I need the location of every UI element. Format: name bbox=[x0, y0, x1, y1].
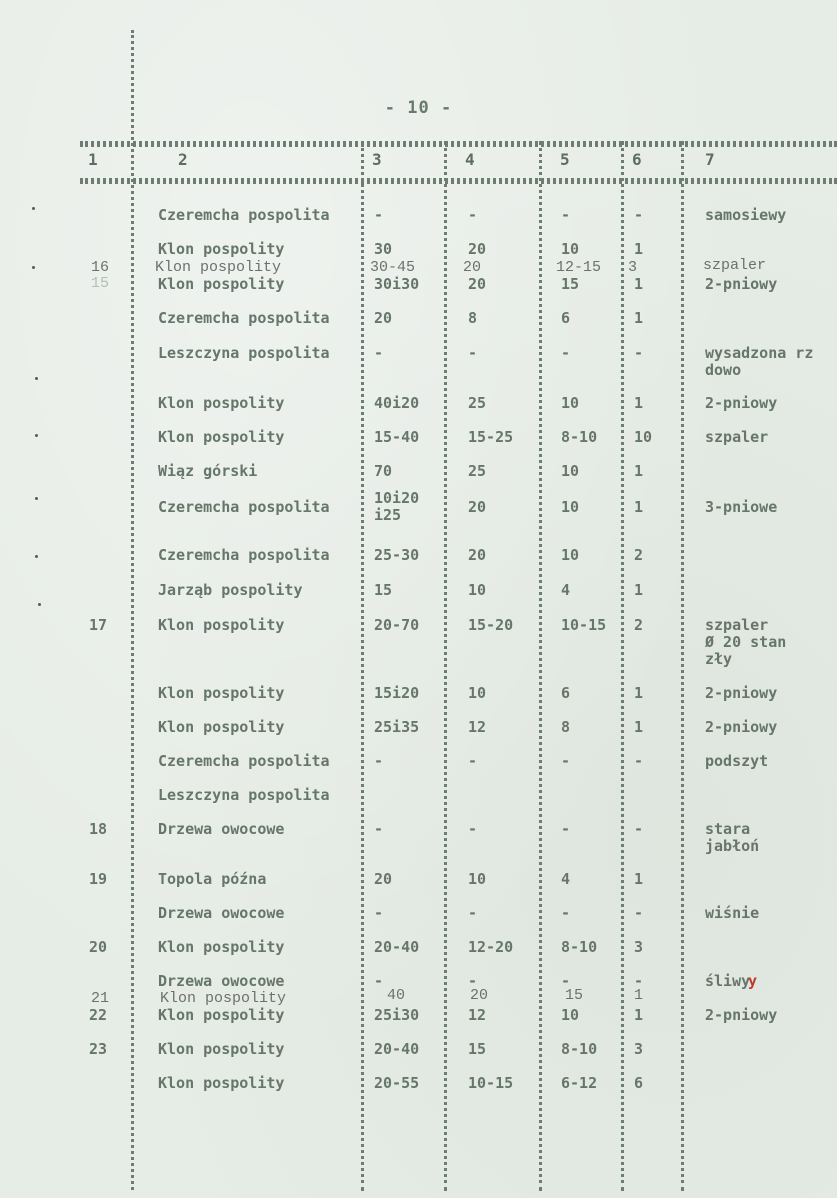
cell-col-3: - bbox=[374, 904, 384, 922]
overlay-c5-16: 12-15 bbox=[556, 259, 602, 276]
cell-col-7: podszyt bbox=[705, 752, 769, 770]
cell-col-7: szpaler Ø 20 stan zły bbox=[705, 616, 787, 668]
cell-col-5: - bbox=[561, 344, 571, 362]
header-col-1: 1 bbox=[88, 150, 98, 169]
red-correction-mark: y bbox=[748, 972, 758, 990]
margin-dot bbox=[35, 497, 38, 500]
column-divider-1 bbox=[131, 30, 134, 1190]
cell-col-5: - bbox=[561, 206, 571, 224]
cell-col-7: szpaler bbox=[705, 428, 769, 446]
cell-col-6: 1 bbox=[634, 309, 644, 327]
header-col-4: 4 bbox=[465, 150, 475, 169]
overlay-c7-16: szpaler bbox=[703, 257, 767, 274]
cell-col-5: - bbox=[561, 752, 571, 770]
cell-col-2: Czeremcha pospolita bbox=[158, 498, 330, 516]
cell-col-2: Klon pospolity bbox=[158, 1074, 285, 1092]
cell-col-6: 1 bbox=[634, 275, 644, 293]
margin-dot bbox=[32, 266, 35, 269]
margin-dot bbox=[32, 207, 35, 210]
margin-dot bbox=[35, 377, 38, 380]
cell-col-2: Topola późna bbox=[158, 870, 267, 888]
cell-col-7: 3-pniowe bbox=[705, 498, 778, 516]
cell-col-6: 1 bbox=[634, 718, 644, 736]
cell-col-4: 8 bbox=[468, 309, 478, 327]
cell-col-5: 8-10 bbox=[561, 428, 598, 446]
cell-col-7: 2-pniowy bbox=[705, 1006, 778, 1024]
cell-col-6: - bbox=[634, 904, 644, 922]
header-col-5: 5 bbox=[560, 150, 570, 169]
cell-col-4: 12 bbox=[468, 1006, 487, 1024]
cell-col-4: 25 bbox=[468, 462, 487, 480]
cell-col-4: 20 bbox=[468, 546, 487, 564]
cell-col-4: 15-20 bbox=[468, 616, 514, 634]
cell-col-3: 20 bbox=[374, 309, 393, 327]
cell-col-1: 18 bbox=[89, 820, 108, 838]
cell-col-3: 25i30 bbox=[374, 1006, 420, 1024]
cell-col-2: Klon pospolity bbox=[158, 684, 285, 702]
cell-col-2: Klon pospolity bbox=[158, 275, 285, 293]
cell-col-4: 15-25 bbox=[468, 428, 514, 446]
cell-col-5: 8-10 bbox=[561, 938, 598, 956]
cell-col-2: Leszczyna pospolita bbox=[158, 344, 330, 362]
overlay-c5-21: 15 bbox=[565, 987, 584, 1004]
cell-col-5: 10 bbox=[561, 394, 580, 412]
cell-col-4: 12-20 bbox=[468, 938, 514, 956]
cell-col-4: 10 bbox=[468, 870, 487, 888]
cell-col-3: 30i30 bbox=[374, 275, 420, 293]
cell-col-3: 70 bbox=[374, 462, 393, 480]
cell-col-2: Drzewa owocowe bbox=[158, 820, 285, 838]
cell-col-4: 20 bbox=[468, 498, 487, 516]
overlay-c4-16: 20 bbox=[463, 259, 482, 276]
cell-col-3: 30 bbox=[374, 240, 393, 258]
cell-col-4: 15 bbox=[468, 1040, 487, 1058]
cell-col-6: 6 bbox=[634, 1074, 644, 1092]
cell-col-2: Leszczyna pospolita bbox=[158, 786, 330, 804]
cell-col-2: Klon pospolity bbox=[158, 428, 285, 446]
cell-col-4: 10-15 bbox=[468, 1074, 514, 1092]
cell-col-1: 20 bbox=[89, 938, 108, 956]
cell-col-2: Drzewa owocowe bbox=[158, 904, 285, 922]
cell-col-6: 1 bbox=[634, 498, 644, 516]
cell-col-7: śliwy bbox=[705, 972, 751, 990]
cell-col-6: 10 bbox=[634, 428, 653, 446]
cell-col-2: Klon pospolity bbox=[158, 616, 285, 634]
cell-col-5: - bbox=[561, 820, 571, 838]
page-number: - 10 - bbox=[384, 98, 453, 118]
cell-col-1: 19 bbox=[89, 870, 108, 888]
cell-col-3: 15-40 bbox=[374, 428, 420, 446]
cell-col-5: 8-10 bbox=[561, 1040, 598, 1058]
column-divider-5 bbox=[621, 141, 624, 1191]
cell-col-6: 1 bbox=[634, 240, 644, 258]
cell-col-7: 2-pniowy bbox=[705, 394, 778, 412]
cell-col-6: 1 bbox=[634, 684, 644, 702]
cell-col-3: 20 bbox=[374, 870, 393, 888]
cell-col-4: - bbox=[468, 820, 478, 838]
overlay-c6-21: 1 bbox=[634, 987, 644, 1004]
cell-col-1: 23 bbox=[89, 1040, 108, 1058]
cell-col-5: 6 bbox=[561, 684, 571, 702]
cell-col-5: 10 bbox=[561, 498, 580, 516]
cell-col-4: - bbox=[468, 344, 478, 362]
cell-col-4: 10 bbox=[468, 684, 487, 702]
cell-col-4: 25 bbox=[468, 394, 487, 412]
cell-col-4: - bbox=[468, 972, 478, 990]
cell-col-5: - bbox=[561, 972, 571, 990]
overlay-lp-16: 16 bbox=[91, 259, 110, 276]
cell-col-4: 12 bbox=[468, 718, 487, 736]
cell-col-3: 10i20 i25 bbox=[374, 489, 420, 524]
cell-col-5: 4 bbox=[561, 870, 571, 888]
cell-col-3: 15i20 bbox=[374, 684, 420, 702]
cell-col-3: 20-70 bbox=[374, 616, 420, 634]
cell-col-6: - bbox=[634, 752, 644, 770]
cell-col-4: 10 bbox=[468, 581, 487, 599]
cell-col-5: 6-12 bbox=[561, 1074, 598, 1092]
cell-col-2: Klon pospolity bbox=[158, 1040, 285, 1058]
margin-dot bbox=[35, 434, 38, 437]
header-col-7: 7 bbox=[705, 150, 715, 169]
cell-col-5: 6 bbox=[561, 309, 571, 327]
cell-col-6: - bbox=[634, 820, 644, 838]
cell-col-6: 1 bbox=[634, 1006, 644, 1024]
cell-col-2: Czeremcha pospolita bbox=[158, 206, 330, 224]
cell-col-3: 20-55 bbox=[374, 1074, 420, 1092]
table-header-rule-2 bbox=[80, 181, 837, 184]
overlay-c3-16: 30-45 bbox=[370, 259, 416, 276]
cell-col-5: 10 bbox=[561, 240, 580, 258]
cell-col-2: Czeremcha pospolita bbox=[158, 309, 330, 327]
ghost-number: 15 bbox=[91, 275, 110, 292]
column-divider-4 bbox=[539, 141, 542, 1191]
cell-col-4: - bbox=[468, 752, 478, 770]
cell-col-1: 17 bbox=[89, 616, 108, 634]
cell-col-7: 2-pniowy bbox=[705, 275, 778, 293]
cell-col-6: 1 bbox=[634, 870, 644, 888]
cell-col-4: 20 bbox=[468, 275, 487, 293]
cell-col-3: 25i35 bbox=[374, 718, 420, 736]
cell-col-6: - bbox=[634, 206, 644, 224]
column-divider-2 bbox=[361, 141, 364, 1191]
cell-col-5: 8 bbox=[561, 718, 571, 736]
cell-col-2: Wiąz górski bbox=[158, 462, 258, 480]
cell-col-2: Klon pospolity bbox=[158, 1006, 285, 1024]
header-col-2: 2 bbox=[178, 150, 188, 169]
cell-col-7: stara jabłoń bbox=[705, 820, 760, 855]
overlay-c4-21: 20 bbox=[470, 987, 489, 1004]
cell-col-7: 2-pniowy bbox=[705, 684, 778, 702]
overlay-lp-21: 21 bbox=[91, 990, 110, 1007]
cell-col-5: 10 bbox=[561, 462, 580, 480]
cell-col-5: 4 bbox=[561, 581, 571, 599]
overlay-species-16: Klon pospolity bbox=[155, 259, 282, 276]
column-divider-3 bbox=[444, 141, 447, 1191]
cell-col-5: 10 bbox=[561, 546, 580, 564]
margin-dot bbox=[35, 555, 38, 558]
cell-col-6: 2 bbox=[634, 546, 644, 564]
cell-col-5: 10 bbox=[561, 1006, 580, 1024]
overlay-c3-21: 40 bbox=[387, 987, 406, 1004]
cell-col-7: samosiewy bbox=[705, 206, 787, 224]
cell-col-6: 1 bbox=[634, 394, 644, 412]
cell-col-6: 3 bbox=[634, 1040, 644, 1058]
cell-col-3: 20-40 bbox=[374, 938, 420, 956]
header-col-3: 3 bbox=[372, 150, 382, 169]
overlay-species-21: Klon pospolity bbox=[160, 990, 287, 1007]
column-divider-6 bbox=[681, 141, 684, 1191]
cell-col-6: - bbox=[634, 972, 644, 990]
cell-col-3: 15 bbox=[374, 581, 393, 599]
cell-col-7: wysadzona rz dowo bbox=[705, 344, 814, 379]
cell-col-6: - bbox=[634, 344, 644, 362]
cell-col-6: 1 bbox=[634, 581, 644, 599]
cell-col-7: wiśnie bbox=[705, 904, 760, 922]
cell-col-2: Jarząb pospolity bbox=[158, 581, 303, 599]
cell-col-2: Klon pospolity bbox=[158, 718, 285, 736]
cell-col-4: - bbox=[468, 904, 478, 922]
cell-col-3: - bbox=[374, 752, 384, 770]
header-col-6: 6 bbox=[632, 150, 642, 169]
cell-col-2: Drzewa owocowe bbox=[158, 972, 285, 990]
cell-col-3: - bbox=[374, 820, 384, 838]
cell-col-6: 3 bbox=[634, 938, 644, 956]
cell-col-1: 22 bbox=[89, 1006, 108, 1024]
cell-col-3: 20-40 bbox=[374, 1040, 420, 1058]
cell-col-5: - bbox=[561, 904, 571, 922]
cell-col-6: 1 bbox=[634, 462, 644, 480]
cell-col-2: Czeremcha pospolita bbox=[158, 752, 330, 770]
cell-col-3: - bbox=[374, 344, 384, 362]
margin-dot bbox=[38, 603, 41, 606]
cell-col-2: Klon pospolity bbox=[158, 938, 285, 956]
cell-col-4: - bbox=[468, 206, 478, 224]
cell-col-2: Klon pospolity bbox=[158, 394, 285, 412]
cell-col-4: 20 bbox=[468, 240, 487, 258]
cell-col-5: 10-15 bbox=[561, 616, 607, 634]
cell-col-3: 25-30 bbox=[374, 546, 420, 564]
cell-col-2: Klon pospolity bbox=[158, 240, 285, 258]
cell-col-2: Czeremcha pospolita bbox=[158, 546, 330, 564]
cell-col-6: 2 bbox=[634, 616, 644, 634]
cell-col-5: 15 bbox=[561, 275, 580, 293]
overlay-c6-16: 3 bbox=[628, 259, 638, 276]
cell-col-3: - bbox=[374, 972, 384, 990]
cell-col-7: 2-pniowy bbox=[705, 718, 778, 736]
cell-col-3: - bbox=[374, 206, 384, 224]
table-top-rule-2 bbox=[80, 144, 837, 147]
cell-col-3: 40i20 bbox=[374, 394, 420, 412]
